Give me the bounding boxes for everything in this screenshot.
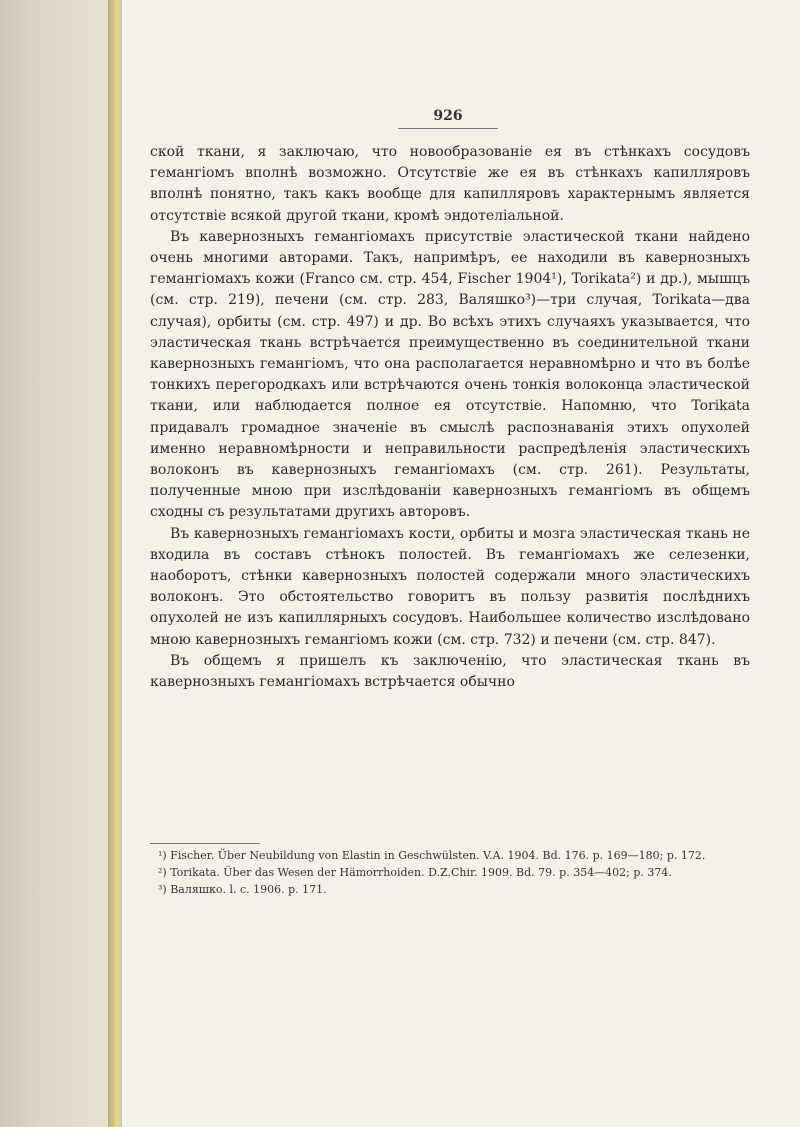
header-rule [398,128,498,129]
bleed-through-text [0,60,112,126]
paragraph: Въ общемъ я пришелъ къ заключенію, что эластическая ткань въ кавернозныхъ гемангіомахъ встрѣчается обычно [150,652,750,691]
paragraph: Въ кавернозныхъ гемангіомахъ присутствіе эластической ткани найдено очень многими авторами. Такъ, напримѣръ, ее находили въ кавернозныхъ гемангіомахъ кожи (Franco см. стр. 454, Fischer 1904¹), Torikata²) и др.), мышцъ (см. стр. 219), печени (см. стр. 283, Валяшко³)—три случая, Torikata—два случая), орбиты (см. стр. 497) и др. Во всѣхъ этихъ случаяхъ указывается, что эластическая ткань встрѣчается преимущественно въ соединительной ткани кавернозныхъ гемангіомъ, что она располагается неравномѣрно и что въ болѣе тонкихъ перегородкахъ или встрѣчаются очень тонкія волоконца эластической ткани, или наблюдается полное ея отсутствіе. Напомню, что Torikata придавалъ громадное значеніе въ смыслѣ распознаванія этихъ опухолей именно неравномѣрности и неправильности распредѣленія эластическихъ волоконъ въ кавернозныхъ гемангіомахъ (см. стр. 261). Результаты, полученные мною при изслѣдованіи кавернозныхъ гемангіомъ въ общемъ сходны съ результатами другихъ авторовъ. [150,228,750,521]
footnotes [150,847,750,898]
footnote: ¹) Fischer. Über Neubildung von Elastin in Geschwülsten. V.A. 1904. Bd. 176. p. 169—180; p. 172. [158,849,706,862]
footnote: ²) Torikata. Über das Wesen der Hämorrhoiden. D.Z.Chir. 1909. Bd. 79. p. 354—402; p. 374. [158,866,672,879]
facing-page-edge [0,0,112,1127]
footnote: ³) Валяшко. l. c. 1906. p. 171. [158,883,327,896]
book-gutter [108,0,122,1127]
book-page [122,0,800,1127]
footnote-rule [150,843,260,844]
body-text [150,142,750,693]
paragraph: Въ кавернозныхъ гемангіомахъ кости, орбиты и мозга эластическая ткань не входила въ составъ стѣнокъ полостей. Въ гемангіомахъ же селезенки, наоборотъ, стѣнки кавернозныхъ полостей содержали много эластическихъ волоконъ. Это обстоятельство говоритъ въ пользу развитія послѣднихъ опухолей не изъ капиллярныхъ сосудовъ. Наибольшее количество изслѣдовано мною кавернозныхъ гемангіомъ кожи (см. стр. 732) и печени (см. стр. 847). [150,525,750,648]
page-number: 926 [433,108,463,124]
paragraph: ской ткани, я заключаю, что новообразованіе ея въ стѣнкахъ сосудовъ гемангіомъ вполнѣ возможно. Отсутствіе же ея въ стѣнкахъ капилляровъ вполнѣ понятно, такъ какъ вообще для капилляровъ характернымъ является отсутствіе всякой другой ткани, кромѣ эндотеліальной. [150,144,750,224]
